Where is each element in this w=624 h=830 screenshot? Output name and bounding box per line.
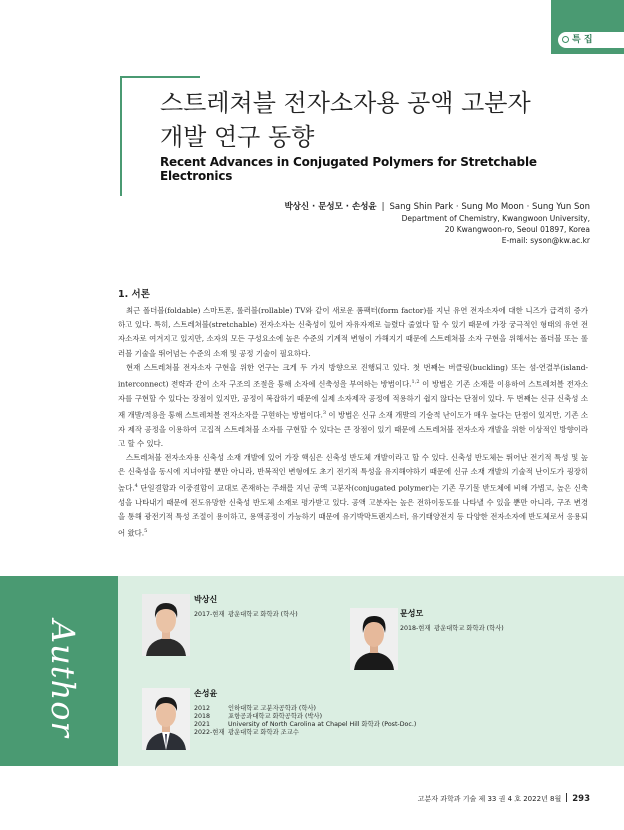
page-footer — [400, 793, 590, 804]
affiliation — [330, 213, 590, 246]
entry-year: 2018-현재 — [400, 625, 431, 632]
reference-1-2: 1,2 — [411, 379, 420, 386]
entry-year: 2022-현재 — [194, 729, 225, 736]
author-name-1: 박상신 — [194, 595, 218, 604]
paragraph-2-part-b: 이 방법은 기존 소재를 이용하여 스트레쳐블 전자소자를 구현할 수 있다는 장점이 있지만, 공정이 복잡하기 때문에 실제 소자제작 공정에 적용하기 쉽지 않다는 단점이 있다. 두 번째는 신규 신축성 소재 개발/적용을 통해 스트레쳐블 전자소자를 구현하는 방법이다. — [118, 379, 588, 420]
authors-english: Sang Shin Park · Sung Mo Moon · Sung Yun Son — [389, 202, 590, 212]
page-title — [160, 86, 580, 154]
affiliation-line-1: Department of Chemistry, Kwangwoon University, — [401, 214, 590, 223]
title-line-2: 개발 연구 동향 — [160, 123, 315, 151]
section-tag: 특 집 — [572, 35, 593, 45]
circle-icon — [562, 36, 569, 43]
title-bracket — [120, 76, 126, 196]
author-name-2: 문성모 — [400, 609, 424, 618]
entry-year: 2018 — [194, 713, 211, 720]
journal-info: 고분자 과학과 기술 제 33 권 4 호 2022년 8월 — [417, 795, 562, 803]
entry-text: University of North Carolina at Chapel Hill 화학과 (Post-Doc.) — [228, 721, 417, 728]
affiliation-line-2: 20 Kwangwoon-ro, Seoul 01897, Korea — [444, 225, 590, 234]
entry-year: 2012 — [194, 705, 211, 712]
title-bracket-top — [120, 76, 200, 78]
author-name-3: 손성윤 — [194, 689, 218, 698]
author-photo-1 — [142, 594, 190, 656]
authors-korean: 박상신 · 문성모 · 손성윤 — [284, 202, 377, 212]
email: E-mail: syson@kw.ac.kr — [501, 236, 590, 245]
author-1-entry-1 — [194, 609, 298, 618]
page-number: 293 — [572, 794, 590, 804]
footer-divider — [566, 793, 567, 802]
entry-year: 2017-현재 — [194, 611, 225, 618]
author-byline — [270, 200, 590, 212]
author-photo-2 — [350, 608, 398, 670]
author-photo-3 — [142, 688, 190, 750]
paragraph-3-part-a: 스트레쳐블 전자소자용 신축성 소재 개발에 있어 가장 핵심은 신축성 반도체 개발이라고 할 수 있다. 신축성 반도체는 뛰어난 전기적 특성 및 높은 신축성을 동시에 지녀야할 뿐만 아니라, 반복적인 변형에도 초기 전기적 특성을 유지해야하기 때문에 신규 소재 개발의 기술적 난이도가 굉장히 높다. — [118, 452, 588, 493]
entry-text: 광운대학교 화학과 (학사) — [228, 611, 298, 618]
entry-year: 2021 — [194, 721, 211, 728]
reference-4: 4 — [134, 483, 138, 490]
entry-text: 포항공과대학교 화학공학과 (박사) — [228, 713, 323, 720]
paragraph-1: 최근 폴더블(foldable) 스마트폰, 롤러블(rollable) TV와 같이 새로운 폼팩터(form factor)를 지닌 유연 전자소자에 대한 니즈가 급격히 증가하고 있다. 특히, 스트레쳐블(stretchable) 전자소자는 신축성이 있어 자유자재로 늘렸다 줄였다 할 수 있기 때문에 가장 궁극적인 형태의 유연 전자소자로 여겨지고 있지만, 소자의 모든 구성요소에 높은 수준의 기계적 변형이 가해지기 때문에 스트레쳐블 소자 구현을 위해서는 폴더블 또는 롤러블 기술을 뛰어넘는 수준의 소재 및 공정 기술이 필요하다. — [118, 306, 588, 358]
paragraph-2-part-c: 이 방법은 신규 소재 개발의 기술적 난이도가 매우 높다는 단점이 있지만, 기존 소자 제작 공정을 이용하여 고집적 스트레쳐블 소자를 구현할 수 있다는 큰 장점이 있기 때문에 스트레쳐블 전자소자 개발을 위한 이상적인 방향이라고 할 수 있다. — [118, 410, 588, 448]
entry-text: 인하대학교 고분자공학과 (학사) — [228, 705, 316, 712]
reference-3: 3 — [322, 409, 327, 416]
paragraph-3 — [118, 451, 588, 541]
author-2-entry-1 — [400, 623, 504, 632]
paragraph-2 — [118, 361, 588, 451]
entry-text: 광운대학교 화학과 조교수 — [228, 729, 299, 736]
body-text — [118, 304, 588, 541]
english-title: Recent Advances in Conjugated Polymers for Stretchable Electronics — [160, 155, 537, 183]
author-3-entry-4 — [194, 727, 299, 736]
title-line-1: 스트레쳐블 전자소자용 공액 고분자 — [160, 89, 531, 117]
paragraph-2-part-a: 현재 스트레쳐블 전자소자 구현을 위한 연구는 크게 두 가지 방향으로 진행되고 있다. 첫 번째는 버클링(buckling) 또는 섬-연결부(island-interconnect) 전략과 같이 소자 구조의 조절을 통해 소자에 신축성을 부여하는 방법이다. — [118, 362, 588, 389]
section-heading: 1. 서론 — [118, 289, 150, 300]
section-badge — [558, 32, 624, 48]
author-label: Author — [44, 620, 82, 738]
byline-separator: | — [381, 202, 385, 212]
reference-5: 5 — [144, 528, 148, 535]
paragraph-3-part-b: 단일결합과 이중결합이 교대로 존재하는 주쇄를 지닌 공액 고분자(conjugated polymer)는 기존 무기물 반도체에 비해 가볍고, 높은 신축성을 나타내기 때문에 전도유망한 신축성 반도체 소재로 평가받고 있다. 공액 고분자는 높은 전하이동도를 나타낼 수 있을 뿐만 아니라, 구조 변경을 통해 광전기적 특성 조절이 용이하고, 용액공정이 가능하기 때문에 유기박막트랜지스터, 유기태양전지 등 다양한 전자소자에 반도체로서 응용되어 왔다. — [118, 483, 588, 538]
entry-text: 광운대학교 화학과 (학사) — [434, 625, 504, 632]
